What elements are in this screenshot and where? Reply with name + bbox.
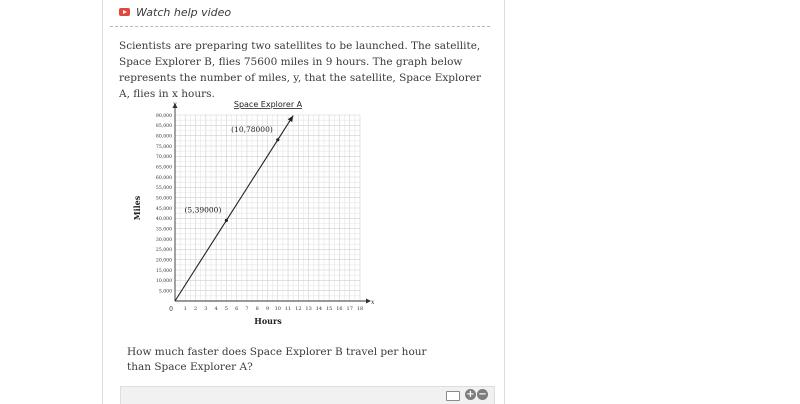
y-tick-label: 5,000 bbox=[158, 289, 172, 295]
x-tick-label: 7 bbox=[245, 306, 249, 312]
y-tick-label: 65,000 bbox=[155, 165, 172, 171]
problem-statement: Scientists are preparing two satellites to be launched. The satellite, Space Explorer B, flies 75600 miles in 9 hours. The graph below represents the number of miles, y, that the satellite, Space Explorer A, flies in x hours. bbox=[119, 40, 481, 100]
data-point-label: (10,78000) bbox=[231, 124, 273, 134]
y-tick-label: 15,000 bbox=[155, 268, 172, 274]
divider bbox=[110, 26, 490, 27]
x-tick-label: 1 bbox=[183, 306, 187, 312]
y-tick-label: 90,000 bbox=[155, 113, 172, 119]
x-tick-label: 6 bbox=[235, 306, 239, 312]
data-point-label: (5,39000) bbox=[184, 205, 222, 215]
y-tick-label: 50,000 bbox=[155, 196, 172, 202]
x-tick-label: 17 bbox=[346, 306, 353, 312]
space-explorer-a-chart bbox=[120, 96, 380, 328]
y-tick-label: 20,000 bbox=[155, 258, 172, 264]
question-text: How much faster does Space Explorer B travel per hour than Space Explorer A? bbox=[127, 346, 427, 373]
y-tick-label: 45,000 bbox=[155, 206, 172, 212]
x-tick-label: 2 bbox=[193, 306, 198, 312]
y-tick-label: 75,000 bbox=[155, 144, 172, 150]
answer-input[interactable] bbox=[120, 386, 495, 404]
y-tick-label: 55,000 bbox=[155, 186, 172, 192]
y-tick-label: 80,000 bbox=[155, 134, 172, 140]
x-tick-label: 14 bbox=[315, 306, 323, 312]
watch-help-video-link[interactable] bbox=[119, 4, 231, 20]
y-tick-label: 25,000 bbox=[155, 248, 172, 254]
x-tick-label: 11 bbox=[284, 306, 292, 312]
x-axis-label: Hours bbox=[254, 316, 282, 326]
y-tick-label: 30,000 bbox=[155, 237, 172, 243]
left-background bbox=[0, 0, 102, 404]
x-tick-label: 18 bbox=[356, 306, 364, 312]
x-tick-label: 9 bbox=[265, 306, 270, 312]
help-link-label: Watch help video bbox=[136, 5, 232, 19]
video-play-icon bbox=[119, 8, 130, 16]
y-tick-label: 70,000 bbox=[155, 155, 172, 161]
zoom-out-icon[interactable]: − bbox=[478, 389, 487, 400]
x-tick-label: 8 bbox=[255, 306, 259, 312]
zoom-in-icon[interactable]: + bbox=[466, 389, 475, 400]
data-point bbox=[276, 138, 279, 141]
y-tick-label: 35,000 bbox=[155, 227, 172, 233]
x-tick-label: 5 bbox=[224, 306, 228, 312]
y-tick-label: 40,000 bbox=[155, 217, 172, 223]
x-tick-label: 10 bbox=[274, 306, 281, 312]
x-tick-label: 12 bbox=[295, 306, 302, 312]
x-tick-label: 3 bbox=[204, 306, 208, 312]
y-axis-letter: y bbox=[173, 101, 177, 108]
y-axis-label: Miles bbox=[132, 195, 142, 221]
chart-title: Space Explorer A bbox=[233, 100, 303, 109]
y-tick-label: 60,000 bbox=[155, 175, 172, 181]
x-tick-label: 16 bbox=[336, 306, 343, 312]
data-point bbox=[225, 219, 228, 222]
x-tick-label: 4 bbox=[214, 306, 218, 312]
x-tick-label: 15 bbox=[325, 306, 333, 312]
chart-series bbox=[175, 116, 293, 301]
series-arrowhead bbox=[288, 116, 293, 122]
x-tick-label: 13 bbox=[305, 306, 312, 312]
x-axis-letter: x bbox=[371, 299, 375, 306]
keyboard-icon[interactable] bbox=[446, 391, 460, 401]
y-tick-label: 10,000 bbox=[155, 279, 172, 285]
y-tick-label: 85,000 bbox=[155, 124, 172, 130]
origin-label: 0 bbox=[169, 306, 173, 313]
